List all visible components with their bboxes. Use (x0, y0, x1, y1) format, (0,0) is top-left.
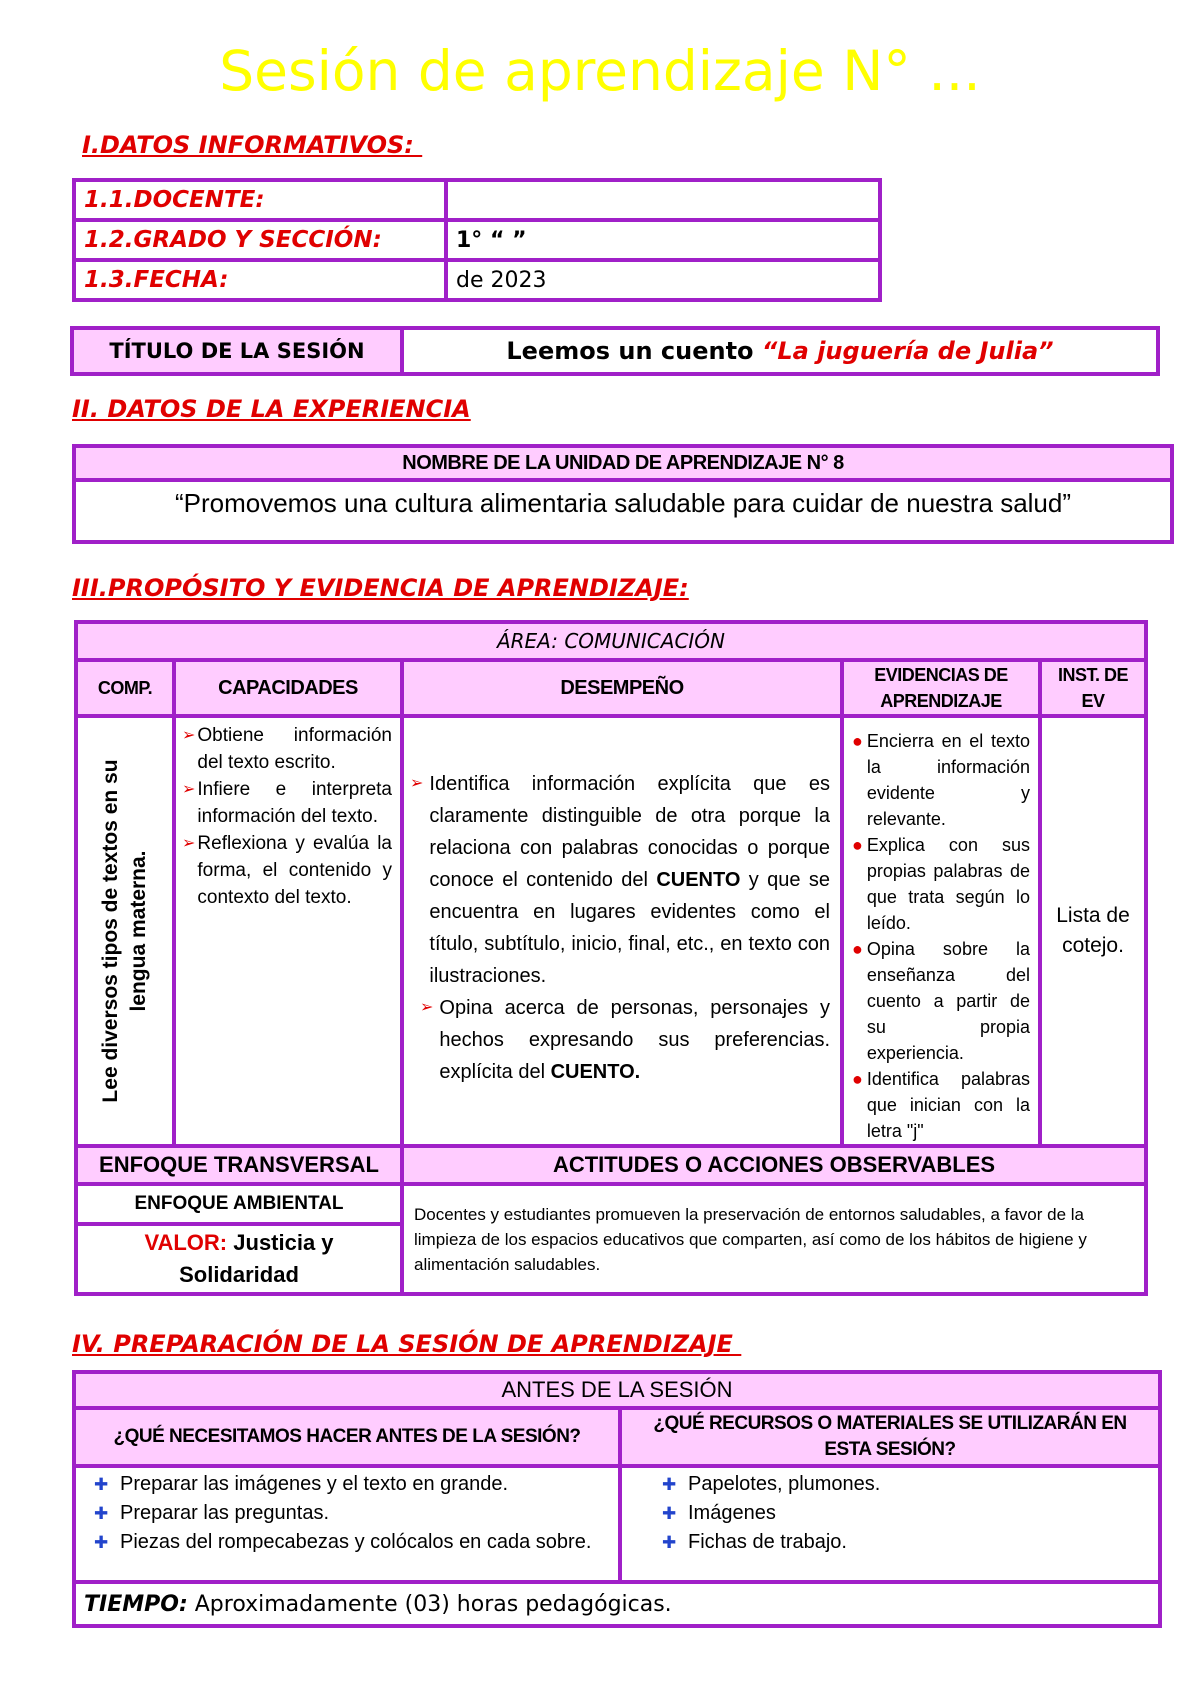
actitudes-header: ACTITUDES O ACCIONES OBSERVABLES (402, 1146, 1146, 1184)
actitudes-text: Docentes y estudiantes promueven la preservación de entornos saludables, a favor de la limpieza de los espacios educativos que comparten, así como de los hábitos de higiene y alimentación saludables. (402, 1184, 1146, 1294)
dot-bullet-icon: ● (852, 939, 863, 959)
evidencia-item: ● Identifica palabras que inician con la letra "j" (852, 1066, 1030, 1144)
capacidades-cell (174, 716, 402, 1146)
titulo-sesion-table (70, 326, 1160, 376)
capacidad-item: ➢ Obtiene información del texto escrito. (182, 722, 392, 776)
arrow-bullet-icon: ➢ (182, 835, 196, 852)
capacidad-item: ➢ Infiere e interpreta información del texto. (182, 776, 392, 830)
antes-header: ANTES DE LA SESIÓN (74, 1372, 1160, 1408)
list-item: ✚ Fichas de trabajo. (662, 1528, 1150, 1557)
desempeno-item: ➢ Opina acerca de personas, personajes y hechos expresando sus preferencias. explícita del CUENTO. (410, 992, 830, 1088)
dot-bullet-icon: ● (852, 731, 863, 751)
desempeno-header: DESEMPEÑO (402, 660, 842, 716)
list-item: ✚ Imágenes (662, 1499, 1150, 1528)
evidencias-header: EVIDENCIAS DE APRENDIZAJE (842, 660, 1040, 716)
evidencias-cell (842, 716, 1040, 1146)
list-item: ✚ Piezas del rompecabezas y colócalos en cada sobre. (94, 1528, 610, 1557)
list-item: ✚ Preparar las imágenes y el texto en grande. (94, 1470, 610, 1499)
list-item: ✚ Preparar las preguntas. (94, 1499, 610, 1528)
proposito-table (74, 620, 1148, 1296)
section-heading-proposito: III.PROPÓSITO Y EVIDENCIA DE APRENDIZAJE: (72, 574, 689, 602)
tiempo-row (74, 1582, 1160, 1626)
section-heading-preparacion: IV. PREPARACIÓN DE LA SESIÓN DE APRENDIZAJE (72, 1330, 742, 1358)
arrow-bullet-icon: ➢ (182, 727, 196, 744)
unidad-table (72, 444, 1174, 544)
titulo-label: TÍTULO DE LA SESIÓN (72, 328, 402, 374)
datos-informativos-table (72, 178, 882, 302)
dot-bullet-icon: ● (852, 835, 863, 855)
col2-header: ¿QUÉ RECURSOS O MATERIALES SE UTILIZARÁN EN ESTA SESIÓN? (620, 1408, 1160, 1466)
enfoque-header: ENFOQUE TRANSVERSAL (76, 1146, 402, 1184)
pushpin-icon: ✚ (662, 1504, 677, 1523)
pushpin-icon: ✚ (94, 1533, 109, 1552)
valor-label: VALOR: (144, 1230, 228, 1255)
docente-value[interactable] (446, 180, 880, 220)
enfoque-name: ENFOQUE AMBIENTAL (76, 1184, 402, 1224)
arrow-bullet-icon: ➢ (420, 999, 434, 1016)
fecha-value[interactable]: de 2023 (446, 260, 880, 300)
preparacion-table (72, 1370, 1162, 1628)
desempeno-item: ➢ Identifica información explícita que es claramente distinguible de otra porque la relaciona con palabras conocidas o porque conoce el contenido del CUENTO y que se encuentra en lugares evidentes como el título, subtítulo, inicio, final, etc., en texto con ilustraciones. (410, 768, 830, 992)
docente-label: 1.1.DOCENTE: (74, 180, 446, 220)
col1-items (74, 1466, 620, 1582)
capacidades-header: CAPACIDADES (174, 660, 402, 716)
capacidad-item: ➢ Reflexiona y evalúa la forma, el contenido y contexto del texto. (182, 830, 392, 911)
valor-cell (76, 1224, 402, 1294)
col1-header: ¿QUÉ NECESITAMOS HACER ANTES DE LA SESIÓN? (74, 1408, 620, 1466)
col2-items (620, 1466, 1160, 1582)
page-title: Sesión de aprendizaje N° ... (219, 39, 981, 103)
grado-label: 1.2.GRADO Y SECCIÓN: (74, 220, 446, 260)
fecha-label: 1.3.FECHA: (74, 260, 446, 300)
section-heading-experiencia: II. DATOS DE LA EXPERIENCIA (72, 395, 471, 423)
comp-header: COMP. (76, 660, 174, 716)
unidad-name: “Promovemos una cultura alimentaria saludable para cuidar de nuestra salud” (74, 480, 1172, 542)
tiempo-label: TIEMPO: (84, 1591, 188, 1617)
titulo-story: “La juguería de Julia” (761, 337, 1054, 365)
evidencia-item: ● Explica con sus propias palabras de que trata según lo leído. (852, 832, 1030, 936)
area-header: ÁREA: COMUNICACIÓN (76, 622, 1146, 660)
unidad-header: NOMBRE DE LA UNIDAD DE APRENDIZAJE N° 8 (74, 446, 1172, 480)
titulo-value (402, 328, 1158, 374)
evidencia-item: ● Encierra en el texto la información evidente y relevante. (852, 728, 1030, 832)
pushpin-icon: ✚ (662, 1533, 677, 1552)
pushpin-icon: ✚ (662, 1475, 677, 1494)
instrumento-cell: Lista de cotejo. (1040, 716, 1146, 1146)
titulo-prefix: Leemos un cuento (506, 337, 762, 365)
pushpin-icon: ✚ (94, 1504, 109, 1523)
desempeno-cell (402, 716, 842, 1146)
tiempo-value: Aproximadamente (03) horas pedagógicas. (187, 1591, 672, 1617)
pushpin-icon: ✚ (94, 1475, 109, 1494)
valor-text: Justicia y Solidaridad (179, 1230, 334, 1287)
competencia-text: Lee diversos tipos de textos en su lengua materna. (99, 759, 150, 1103)
arrow-bullet-icon: ➢ (182, 781, 196, 798)
inst-header: INST. DE EV (1040, 660, 1146, 716)
competencia-cell (76, 716, 174, 1146)
section-heading-datos: I.DATOS INFORMATIVOS: (82, 131, 423, 159)
grado-value[interactable]: 1° “ ” (446, 220, 880, 260)
list-item: ✚ Papelotes, plumones. (662, 1470, 1150, 1499)
evidencia-item: ● Opina sobre la enseñanza del cuento a partir de su propia experiencia. (852, 936, 1030, 1066)
dot-bullet-icon: ● (852, 1069, 863, 1089)
arrow-bullet-icon: ➢ (410, 775, 424, 792)
